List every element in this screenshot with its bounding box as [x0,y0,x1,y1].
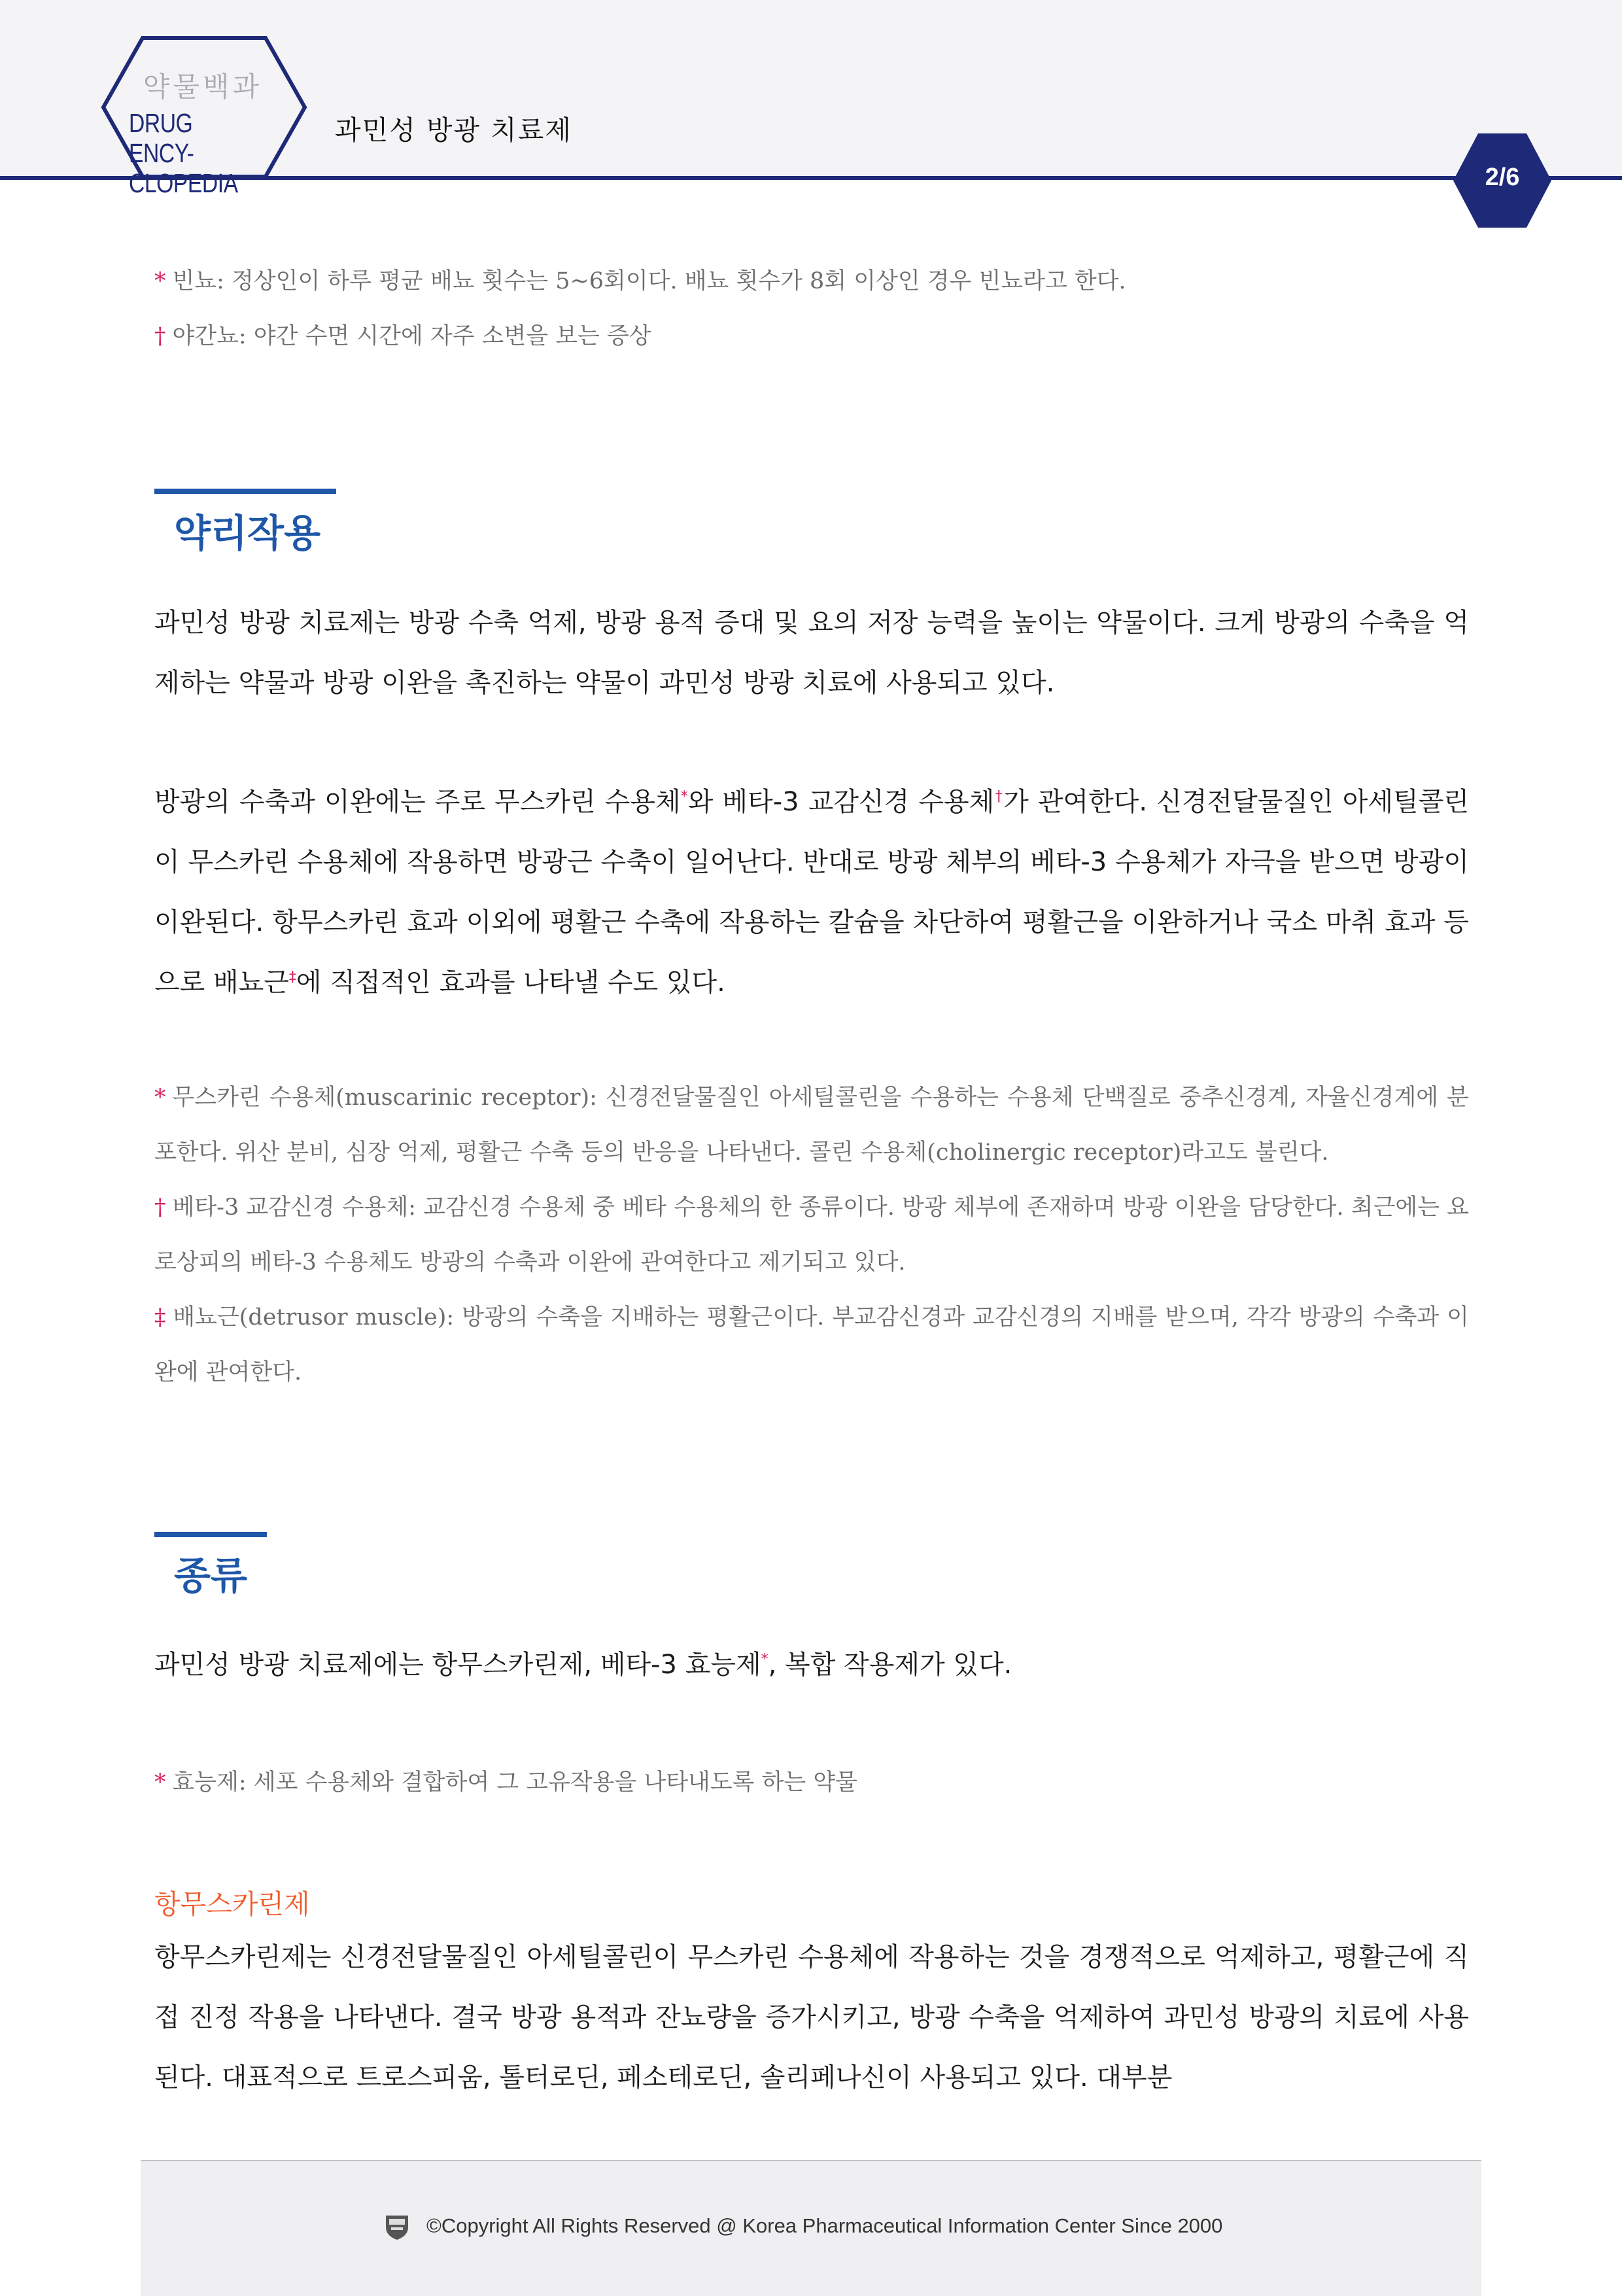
subheading-antimuscarinic: 항무스카린제 [154,1888,310,1920]
footnote-item [154,309,1469,364]
section-title-bar [154,489,336,494]
page-indicator: 2/6 [1485,164,1520,191]
pharmacology-paragraph-1 [154,593,1469,713]
logo-korean: 약물백과 [143,71,263,103]
footnote-mark: * [154,1769,166,1796]
footnote-item [154,1755,1469,1810]
text-run: 에 직접적인 효과를 나타낼 수도 있다. [296,967,725,998]
section-title-bar [154,1532,267,1537]
footnote-item [154,1290,1469,1400]
text-run: , 복합 작용제가 있다. [768,1650,1012,1680]
footnote-text: 배뇨근(detrusor muscle): 방광의 수축을 지배하는 평활근이다. 부교감신경과 교감신경의 지배를 받으며, 각각 방광의 수축과 이완에 관여한다. [154,1304,1469,1385]
paragraph-text [154,1635,1469,1695]
footnote-ref-mark: * [761,1651,768,1668]
document-title: 과민성 방광 치료제 [335,114,572,146]
paragraph-text: 과민성 방광 치료제는 방광 수축 억제, 방광 용적 증대 및 요의 저장 능력을 높이는 약물이다. 크게 방광의 수축을 억제하는 약물과 방광 이완을 촉진하는 약물이 과민성 방광 치료에 사용되고 있다. [154,608,1469,698]
text-run: 과민성 방광 치료제에는 항무스카린제, 베타-3 효능제 [154,1650,761,1680]
footnote-item [154,1070,1469,1180]
footnote-text: 베타-3 교감신경 수용체: 교감신경 수용체 중 베타 수용체의 한 종류이다. 방광 체부에 존재하며 방광 이완을 담당한다. 최근에는 요로상피의 베타-3 수용체도 방광의 수축과 이완에 관여한다고 제기되고 있다. [154,1194,1470,1276]
footnote-mark: ‡ [154,1304,167,1331]
text-run: 와 베타-3 교감신경 수용체 [687,787,995,817]
logo-english-line2: CLOPEDIA [129,168,238,198]
footnote-item [154,1180,1469,1290]
types-paragraph-1 [154,1635,1469,1695]
footnote-text: 야간뇨: 야간 수면 시간에 자주 소변을 보는 증상 [172,323,651,349]
footnote-item [154,254,1469,309]
footnote-mark: * [154,1085,166,1111]
section-title-pharmacology: 약리작용 [174,511,321,555]
footnote-ref-mark: † [994,788,1004,805]
paragraph-text: 항무스카린제는 신경전달물질인 아세틸콜린이 무스카린 수용체에 작용하는 것을 경쟁적으로 억제하고, 평활근에 직접 진정 작용을 나타낸다. 결국 방광 용적과 잔뇨량을 증가시키고, 방광 수축을 억제하여 과민성 방광의 치료에 사용된다. 대표적으로 트로스피움, 톨터로딘, 페소테로딘, 솔리페나신이 사용되고 있다. 대부분 [154,1942,1469,2093]
footnote-mark: * [154,268,166,294]
footnote-mark: † [154,1194,166,1221]
footer-copyright: ©Copyright All Rights Reserved @ Korea Pharmaceutical Information Center Since 2000 [426,2214,1223,2237]
text-run: 방광의 수축과 이완에는 주로 무스카린 수용체 [154,787,681,817]
footnote-ref-mark: ‡ [288,969,296,986]
footnote-text: 무스카린 수용체(muscarinic receptor): 신경전달물질인 아세틸콜린을 수용하는 수용체 단백질로 중추신경계, 자율신경계에 분포한다. 위산 분비, 심장 억제, 평활근 수축 등의 반응을 나타낸다. 콜린 수용체(cholinergic receptor)라고도 불린다. [154,1085,1469,1166]
paragraph-text [154,772,1469,1013]
footnote-text: 효능제: 세포 수용체와 결합하여 그 고유작용을 나타내도록 하는 약물 [172,1769,857,1796]
text-run: 가 관여한다. 신경전달물질인 아세틸콜린이 무스카린 수용체에 작용하면 방광근 수축이 일어난다. 반대로 방광 체부의 베타-3 수용체가 자극을 받으면 방광이 이완된다. 항무스카린 효과 이외에 평활근 수축에 작용하는 칼슘을 차단하여 평활근을 이완하거나 국소 마취 효과 등으로 배뇨근 [154,787,1469,998]
types-footnotes [154,1755,1469,1810]
antimuscarinic-paragraph [154,1927,1469,2108]
pharmacology-footnotes [154,1070,1469,1400]
top-footnotes [154,254,1469,364]
section-title-types: 종류 [174,1554,248,1598]
logo-english-line1: DRUG ENCY- [129,108,194,168]
footnote-ref-mark: * [680,788,688,805]
footnote-text: 빈뇨: 정상인이 하루 평균 배뇨 횟수는 5~6회이다. 배뇨 횟수가 8회 이상인 경우 빈뇨라고 한다. [172,268,1126,294]
logo-english [129,108,258,198]
crest-icon [383,2213,411,2240]
footnote-mark: † [154,323,166,349]
pharmacology-paragraph-2 [154,772,1469,1013]
